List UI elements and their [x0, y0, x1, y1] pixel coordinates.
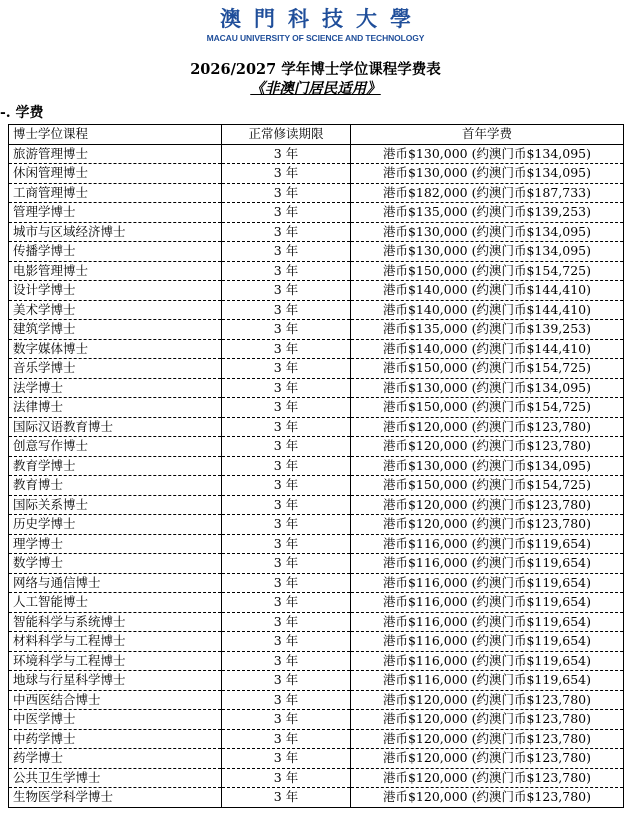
- duration-cell: 3 年: [222, 320, 351, 340]
- program-name-cell: 地球与行星科学博士: [9, 671, 222, 691]
- program-name-cell: 教育博士: [9, 476, 222, 496]
- table-row: [9, 671, 624, 691]
- table-row: [9, 690, 624, 710]
- duration-cell: 3 年: [222, 339, 351, 359]
- table-row: [9, 378, 624, 398]
- program-name-cell: 创意写作博士: [9, 437, 222, 457]
- fee-cell: 港币$140,000 (约澳门币$144,410): [351, 300, 624, 320]
- program-name-cell: 美术学博士: [9, 300, 222, 320]
- duration-cell: 3 年: [222, 281, 351, 301]
- fee-cell: 港币$150,000 (约澳门币$154,725): [351, 476, 624, 496]
- duration-cell: 3 年: [222, 690, 351, 710]
- table-header-row: [9, 125, 624, 145]
- fee-cell: 港币$150,000 (约澳门币$154,725): [351, 398, 624, 418]
- table-row: [9, 398, 624, 418]
- page-title: 2026/2027 学年博士学位课程学费表: [190, 61, 441, 78]
- duration-cell: 3 年: [222, 788, 351, 808]
- fee-cell: 港币$150,000 (约澳门币$154,725): [351, 261, 624, 281]
- table-row: [9, 339, 624, 359]
- program-name-cell: 法律博士: [9, 398, 222, 418]
- program-name-cell: 数学博士: [9, 554, 222, 574]
- program-name-cell: 电影管理博士: [9, 261, 222, 281]
- fee-cell: 港币$140,000 (约澳门币$144,410): [351, 281, 624, 301]
- duration-cell: 3 年: [222, 515, 351, 535]
- program-name-cell: 理学博士: [9, 534, 222, 554]
- fee-cell: 港币$120,000 (约澳门币$123,780): [351, 768, 624, 788]
- table-row: [9, 515, 624, 535]
- table-row: [9, 534, 624, 554]
- table-row: [9, 300, 624, 320]
- table-row: [9, 456, 624, 476]
- program-name-cell: 中医学博士: [9, 710, 222, 730]
- program-name-cell: 工商管理博士: [9, 183, 222, 203]
- duration-cell: 3 年: [222, 398, 351, 418]
- table-row: [9, 242, 624, 262]
- program-name-cell: 材料科学与工程博士: [9, 632, 222, 652]
- table-row: [9, 417, 624, 437]
- program-name-cell: 智能科学与系统博士: [9, 612, 222, 632]
- fee-cell: 港币$130,000 (约澳门币$134,095): [351, 222, 624, 242]
- fee-cell: 港币$135,000 (约澳门币$139,253): [351, 203, 624, 223]
- fee-cell: 港币$120,000 (约澳门币$123,780): [351, 515, 624, 535]
- subtitle-text: 《非澳门居民适用》: [250, 80, 381, 97]
- table-row: [9, 593, 624, 613]
- program-name-cell: 环境科学与工程博士: [9, 651, 222, 671]
- duration-cell: 3 年: [222, 359, 351, 379]
- table-row: [9, 281, 624, 301]
- fee-cell: 港币$116,000 (约澳门币$119,654): [351, 593, 624, 613]
- table-body: [9, 144, 624, 807]
- fee-cell: 港币$130,000 (约澳门币$134,095): [351, 378, 624, 398]
- table-row: [9, 183, 624, 203]
- fee-cell: 港币$140,000 (约澳门币$144,410): [351, 339, 624, 359]
- duration-cell: 3 年: [222, 222, 351, 242]
- duration-cell: 3 年: [222, 203, 351, 223]
- fee-cell: 港币$120,000 (约澳门币$123,780): [351, 749, 624, 769]
- program-name-cell: 建筑学博士: [9, 320, 222, 340]
- duration-cell: 3 年: [222, 710, 351, 730]
- table-row: [9, 261, 624, 281]
- header-fee: 首年学费: [351, 125, 624, 145]
- duration-cell: 3 年: [222, 749, 351, 769]
- program-name-cell: 休闲管理博士: [9, 164, 222, 184]
- table-row: [9, 651, 624, 671]
- table-row: [9, 164, 624, 184]
- duration-cell: 3 年: [222, 183, 351, 203]
- program-name-cell: 生物医学科学博士: [9, 788, 222, 808]
- program-name-cell: 公共卫生学博士: [9, 768, 222, 788]
- program-name-cell: 中西医结合博士: [9, 690, 222, 710]
- program-name-cell: 管理学博士: [9, 203, 222, 223]
- duration-cell: 3 年: [222, 495, 351, 515]
- fee-cell: 港币$116,000 (约澳门币$119,654): [351, 671, 624, 691]
- table-row: [9, 710, 624, 730]
- fee-cell: 港币$120,000 (约澳门币$123,780): [351, 417, 624, 437]
- table-row: [9, 359, 624, 379]
- program-name-cell: 网络与通信博士: [9, 573, 222, 593]
- duration-cell: 3 年: [222, 593, 351, 613]
- table-row: [9, 749, 624, 769]
- program-name-cell: 国际关系博士: [9, 495, 222, 515]
- logo-english-name: MACAU UNIVERSITY OF SCIENCE AND TECHNOLOGY: [206, 33, 425, 43]
- section-heading: -. 学费: [0, 105, 44, 121]
- duration-cell: 3 年: [222, 300, 351, 320]
- table-row: [9, 612, 624, 632]
- table-row: [9, 788, 624, 808]
- duration-cell: 3 年: [222, 476, 351, 496]
- duration-cell: 3 年: [222, 671, 351, 691]
- program-name-cell: 音乐学博士: [9, 359, 222, 379]
- duration-cell: 3 年: [222, 612, 351, 632]
- fee-cell: 港币$130,000 (约澳门币$134,095): [351, 242, 624, 262]
- university-logo: [0, 6, 631, 44]
- table-row: [9, 222, 624, 242]
- duration-cell: 3 年: [222, 164, 351, 184]
- program-name-cell: 传播学博士: [9, 242, 222, 262]
- program-name-cell: 教育学博士: [9, 456, 222, 476]
- program-name-cell: 设计学博士: [9, 281, 222, 301]
- fee-cell: 港币$120,000 (约澳门币$123,780): [351, 495, 624, 515]
- fee-cell: 港币$116,000 (约澳门币$119,654): [351, 554, 624, 574]
- duration-cell: 3 年: [222, 632, 351, 652]
- program-name-cell: 人工智能博士: [9, 593, 222, 613]
- fee-cell: 港币$120,000 (约澳门币$123,780): [351, 690, 624, 710]
- duration-cell: 3 年: [222, 573, 351, 593]
- table-row: [9, 144, 624, 164]
- table-row: [9, 768, 624, 788]
- program-name-cell: 数字媒体博士: [9, 339, 222, 359]
- fee-cell: 港币$120,000 (约澳门币$123,780): [351, 710, 624, 730]
- fee-cell: 港币$135,000 (约澳门币$139,253): [351, 320, 624, 340]
- program-name-cell: 历史学博士: [9, 515, 222, 535]
- fee-cell: 港币$130,000 (约澳门币$134,095): [351, 456, 624, 476]
- fee-table: [8, 124, 624, 808]
- program-name-cell: 城市与区域经济博士: [9, 222, 222, 242]
- fee-cell: 港币$116,000 (约澳门币$119,654): [351, 573, 624, 593]
- fee-cell: 港币$182,000 (约澳门币$187,733): [351, 183, 624, 203]
- table-row: [9, 554, 624, 574]
- fee-cell: 港币$130,000 (约澳门币$134,095): [351, 144, 624, 164]
- fee-cell: 港币$130,000 (约澳门币$134,095): [351, 164, 624, 184]
- fee-cell: 港币$120,000 (约澳门币$123,780): [351, 788, 624, 808]
- fee-cell: 港币$116,000 (约澳门币$119,654): [351, 534, 624, 554]
- duration-cell: 3 年: [222, 378, 351, 398]
- duration-cell: 3 年: [222, 261, 351, 281]
- program-name-cell: 中药学博士: [9, 729, 222, 749]
- duration-cell: 3 年: [222, 554, 351, 574]
- duration-cell: 3 年: [222, 144, 351, 164]
- program-name-cell: 国际汉语教育博士: [9, 417, 222, 437]
- duration-cell: 3 年: [222, 242, 351, 262]
- table-row: [9, 437, 624, 457]
- duration-cell: 3 年: [222, 651, 351, 671]
- duration-cell: 3 年: [222, 456, 351, 476]
- logo-chinese-name: 澳門科技大學: [220, 6, 424, 31]
- program-name-cell: 法学博士: [9, 378, 222, 398]
- fee-cell: 港币$120,000 (约澳门币$123,780): [351, 729, 624, 749]
- duration-cell: 3 年: [222, 729, 351, 749]
- fee-cell: 港币$116,000 (约澳门币$119,654): [351, 632, 624, 652]
- duration-cell: 3 年: [222, 417, 351, 437]
- fee-cell: 港币$116,000 (约澳门币$119,654): [351, 612, 624, 632]
- table-row: [9, 476, 624, 496]
- table-row: [9, 495, 624, 515]
- table-row: [9, 632, 624, 652]
- fee-cell: 港币$116,000 (约澳门币$119,654): [351, 651, 624, 671]
- table-row: [9, 573, 624, 593]
- page-subtitle: [0, 79, 631, 98]
- header-program: 博士学位课程: [9, 125, 222, 145]
- program-name-cell: 药学博士: [9, 749, 222, 769]
- fee-cell: 港币$150,000 (约澳门币$154,725): [351, 359, 624, 379]
- table-row: [9, 320, 624, 340]
- duration-cell: 3 年: [222, 534, 351, 554]
- duration-cell: 3 年: [222, 768, 351, 788]
- header-duration: 正常修读期限: [222, 125, 351, 145]
- duration-cell: 3 年: [222, 437, 351, 457]
- table-row: [9, 729, 624, 749]
- program-name-cell: 旅游管理博士: [9, 144, 222, 164]
- fee-cell: 港币$120,000 (约澳门币$123,780): [351, 437, 624, 457]
- table-row: [9, 203, 624, 223]
